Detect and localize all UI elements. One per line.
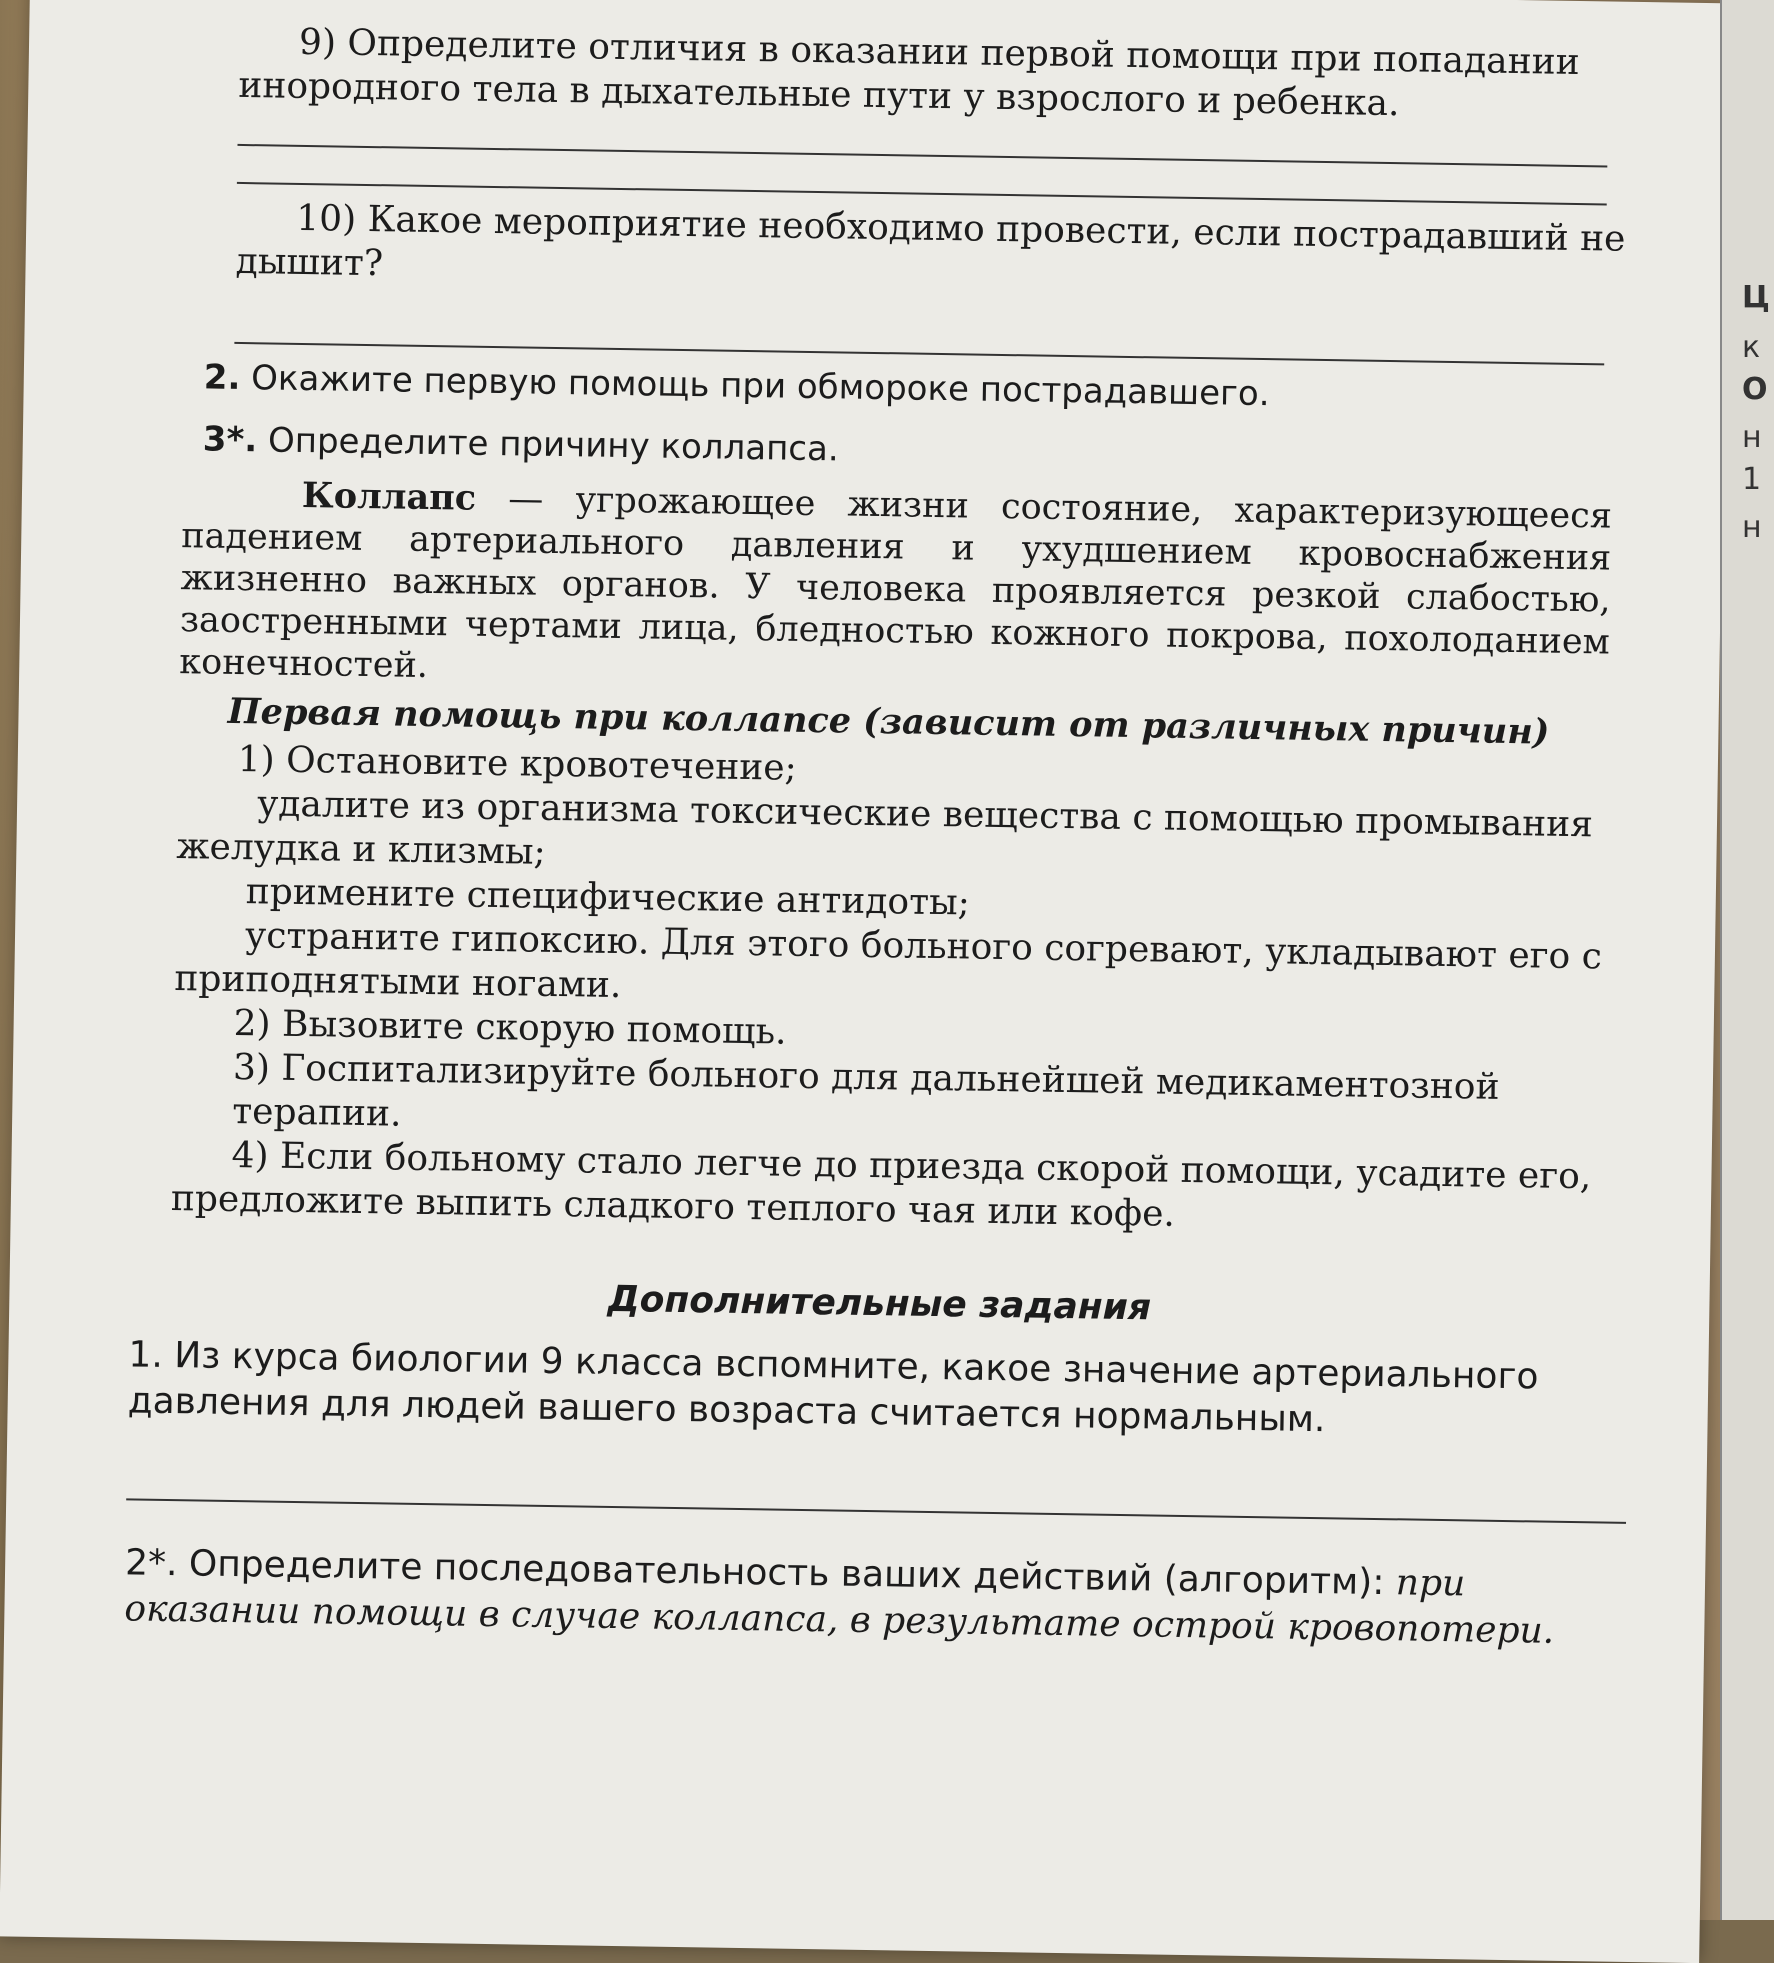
- step-2: 2) Вызовите скорую помощь.: [233, 1002, 787, 1053]
- margin-letter: к: [1742, 330, 1761, 365]
- step-1: 1) Остановите кровотечение;: [237, 739, 798, 789]
- task-2: [143, 354, 1644, 422]
- question-10: 10) Какое мероприятие необходимо провести, если пострадавший не дышит?: [235, 197, 1626, 285]
- extra-task-1: 1. Из курса биологии 9 класса вспомните, какое значение артериального давления для людей вашего возраста считается нормальным.: [127, 1334, 1539, 1441]
- extra-task-2: [124, 1540, 1625, 1656]
- extra-task-2-text: 2*. Определите последовательность ваших действий (алгоритм):: [124, 1542, 1385, 1604]
- margin-letter: н: [1742, 510, 1762, 545]
- answer-line: [126, 1476, 1626, 1524]
- extra-tasks-heading: Дополнительные задания: [607, 1278, 1152, 1329]
- step-3: 3) Госпитализируйте больного для дальнейшей медикаментозной терапии.: [231, 1046, 1500, 1135]
- next-page-edge: [1720, 0, 1774, 1920]
- extra-task-2-italic: при оказании помощи в случае коллапса, в результате острой кровопотери.: [124, 1562, 1555, 1652]
- collapse-definition: [139, 472, 1642, 706]
- step-1d: устраните гипоксию. Для этого больного согревают, укладывают его с приподнятыми ногами.: [174, 915, 1603, 1007]
- collapse-term: Коллапс: [301, 474, 477, 519]
- answer-line: [237, 122, 1607, 168]
- margin-letter: 1: [1742, 462, 1762, 497]
- first-aid-heading: Первая помощь при коллапсе (зависит от различных причин): [227, 690, 1550, 753]
- step-1c: примените специфические антидоты;: [245, 871, 971, 924]
- margin-letter: О: [1742, 372, 1768, 407]
- question-9: 9) Определите отличия в оказании первой помощи при попадании инородного тела в дыхательные пути у взрослого и ребенка.: [238, 21, 1580, 125]
- margin-letter: Ц: [1742, 280, 1770, 315]
- collapse-text: — угрожающее жизни состояние, характеризующееся падением артериального давления и ухудшением кровоснабжения жизненно важных органов. У человека проявляется резкой слабостью, заостренными чертами лица, бледностью кожного покрова, похолоданием конечностей.: [179, 478, 1613, 686]
- task-number: 3*.: [202, 419, 258, 461]
- first-aid-steps: [131, 736, 1638, 1244]
- task-3: [143, 416, 1644, 484]
- task-number: 2.: [203, 357, 241, 398]
- task-text: Окажите первую помощь при обмороке пострадавшего.: [250, 358, 1270, 415]
- step-4: 4) Если больному стало легче до приезда скорой помощи, усадите его, предложите выпить сладкого теплого чая или кофе.: [170, 1134, 1592, 1235]
- task-text: Определите причину коллапса.: [267, 420, 839, 470]
- step-1b: удалите из организма токсические вещества с помощью промывания желудка и клизмы;: [176, 783, 1594, 873]
- page-content: [124, 19, 1649, 1656]
- margin-letter: н: [1742, 420, 1762, 455]
